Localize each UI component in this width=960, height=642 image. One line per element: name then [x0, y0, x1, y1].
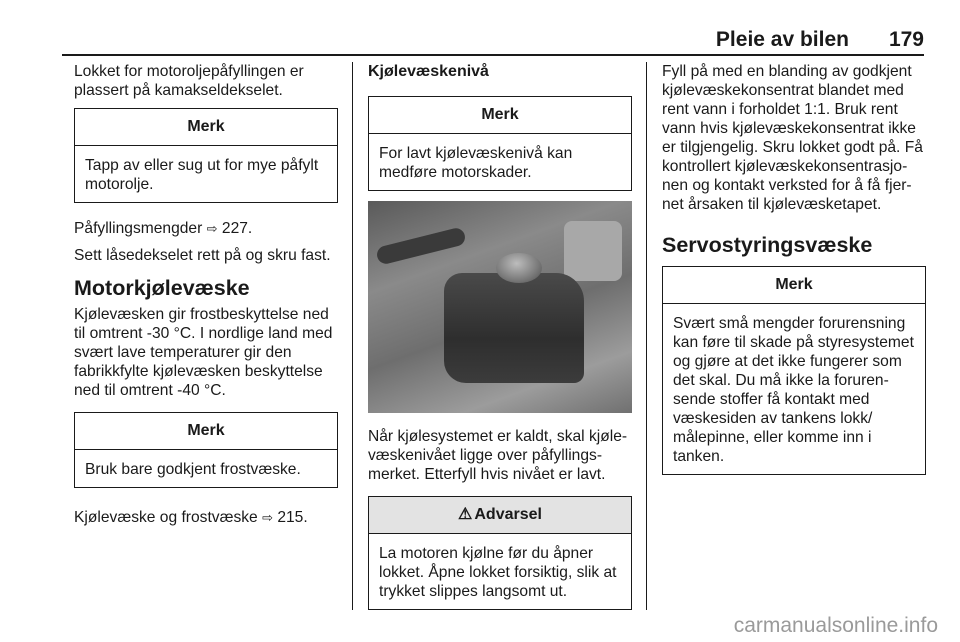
note-box	[368, 96, 632, 191]
note-body: For lavt kjølevæskenivå kan medføre motorskader.	[379, 145, 573, 181]
column-1	[74, 62, 338, 535]
column-divider	[646, 62, 647, 610]
warning-body: La motoren kjølne før du åpner lokket. Åpne lokket forsiktig, slik at trykket slippes langsomt ut.	[379, 545, 617, 600]
warning-title-text: Advarsel	[474, 506, 542, 523]
note-box	[662, 266, 926, 475]
watermark: carmanualsonline.info	[733, 614, 938, 637]
reattach-paragraph: Sett låsedekselet rett på og skru fast.	[74, 247, 331, 264]
photo-reservoir-tank	[444, 273, 584, 383]
fill-paragraph: Fyll på med en blanding av godkjent kjølevæskekonsentrat blandet med rent vann i forholdet 1:1. Bruk rent vann hvis kjølevæskekonsentrat ikke er tilgjengelig. Skru lokket godt på. Få kontrollert kjølevæskekonsentrasjo- nen og kontakt verksted for å få fjer- net årsaken til kjølevæsketapet.	[662, 63, 923, 213]
page-header	[62, 26, 924, 56]
warning-box	[368, 496, 632, 610]
note-body: Svært små mengder forurensning kan føre til skade på styresystemet og gjøre at det ikke fungerer som det skal. Du må ikke la foruren- sende stoffer få kontakt med væskesiden av tankens lokk/ målepinne, eller komme inn i tanken.	[673, 315, 914, 465]
section-heading: Servostyringsvæske	[662, 233, 873, 257]
warning-title	[369, 497, 631, 534]
column-divider	[352, 62, 353, 610]
photo-reservoir-cap	[496, 253, 542, 283]
intro-paragraph: Lokket for motoroljepåfyllingen er plassert på kamakseldekselet.	[74, 63, 304, 99]
page-ref-arrow-icon: ⇨	[262, 510, 273, 525]
column-2	[368, 62, 632, 626]
note-box	[74, 412, 338, 488]
level-paragraph: Når kjølesystemet er kaldt, skal kjøle- væskenivået ligge over påfyllings- merket. Etterfyll hvis nivået er lavt.	[368, 428, 628, 483]
column-3	[662, 62, 926, 491]
subsection-heading: Kjølevæskenivå	[368, 63, 489, 80]
photo-hose	[375, 226, 467, 265]
note-title: Merk	[663, 267, 925, 304]
note-title: Merk	[75, 413, 337, 450]
fill-amounts-page-ref[interactable]: 227.	[221, 220, 253, 237]
warning-icon: ⚠	[458, 506, 473, 523]
note-box	[74, 108, 338, 203]
note-title: Merk	[75, 109, 337, 146]
coolant-reservoir-photo	[368, 201, 632, 413]
section-title: Pleie av bilen	[715, 28, 849, 51]
page-number: 179	[888, 28, 924, 51]
fill-amounts-link-line	[74, 219, 338, 238]
note-body: Bruk bare godkjent frostvæske.	[85, 461, 301, 478]
page-ref-arrow-icon: ⇨	[206, 221, 218, 236]
coolant-page-ref[interactable]: 215.	[277, 509, 308, 526]
coolant-ref-text: Kjølevæske og frostvæske	[74, 509, 258, 526]
photo-engine-part	[564, 221, 622, 281]
coolant-paragraph: Kjølevæsken gir frostbeskyttelse ned til omtrent -30 °C. I nordlige land med svært lave temperaturer gir den fabrikkfylte kjølevæsken beskyttelse ned til omtrent -40 °C.	[74, 306, 333, 399]
section-heading: Motorkjølevæske	[74, 276, 250, 300]
fill-amounts-text: Påfyllingsmengder	[74, 220, 203, 237]
note-body: Tapp av eller sug ut for mye påfylt motorolje.	[85, 157, 319, 193]
note-title: Merk	[369, 97, 631, 134]
coolant-ref-line	[74, 508, 338, 527]
